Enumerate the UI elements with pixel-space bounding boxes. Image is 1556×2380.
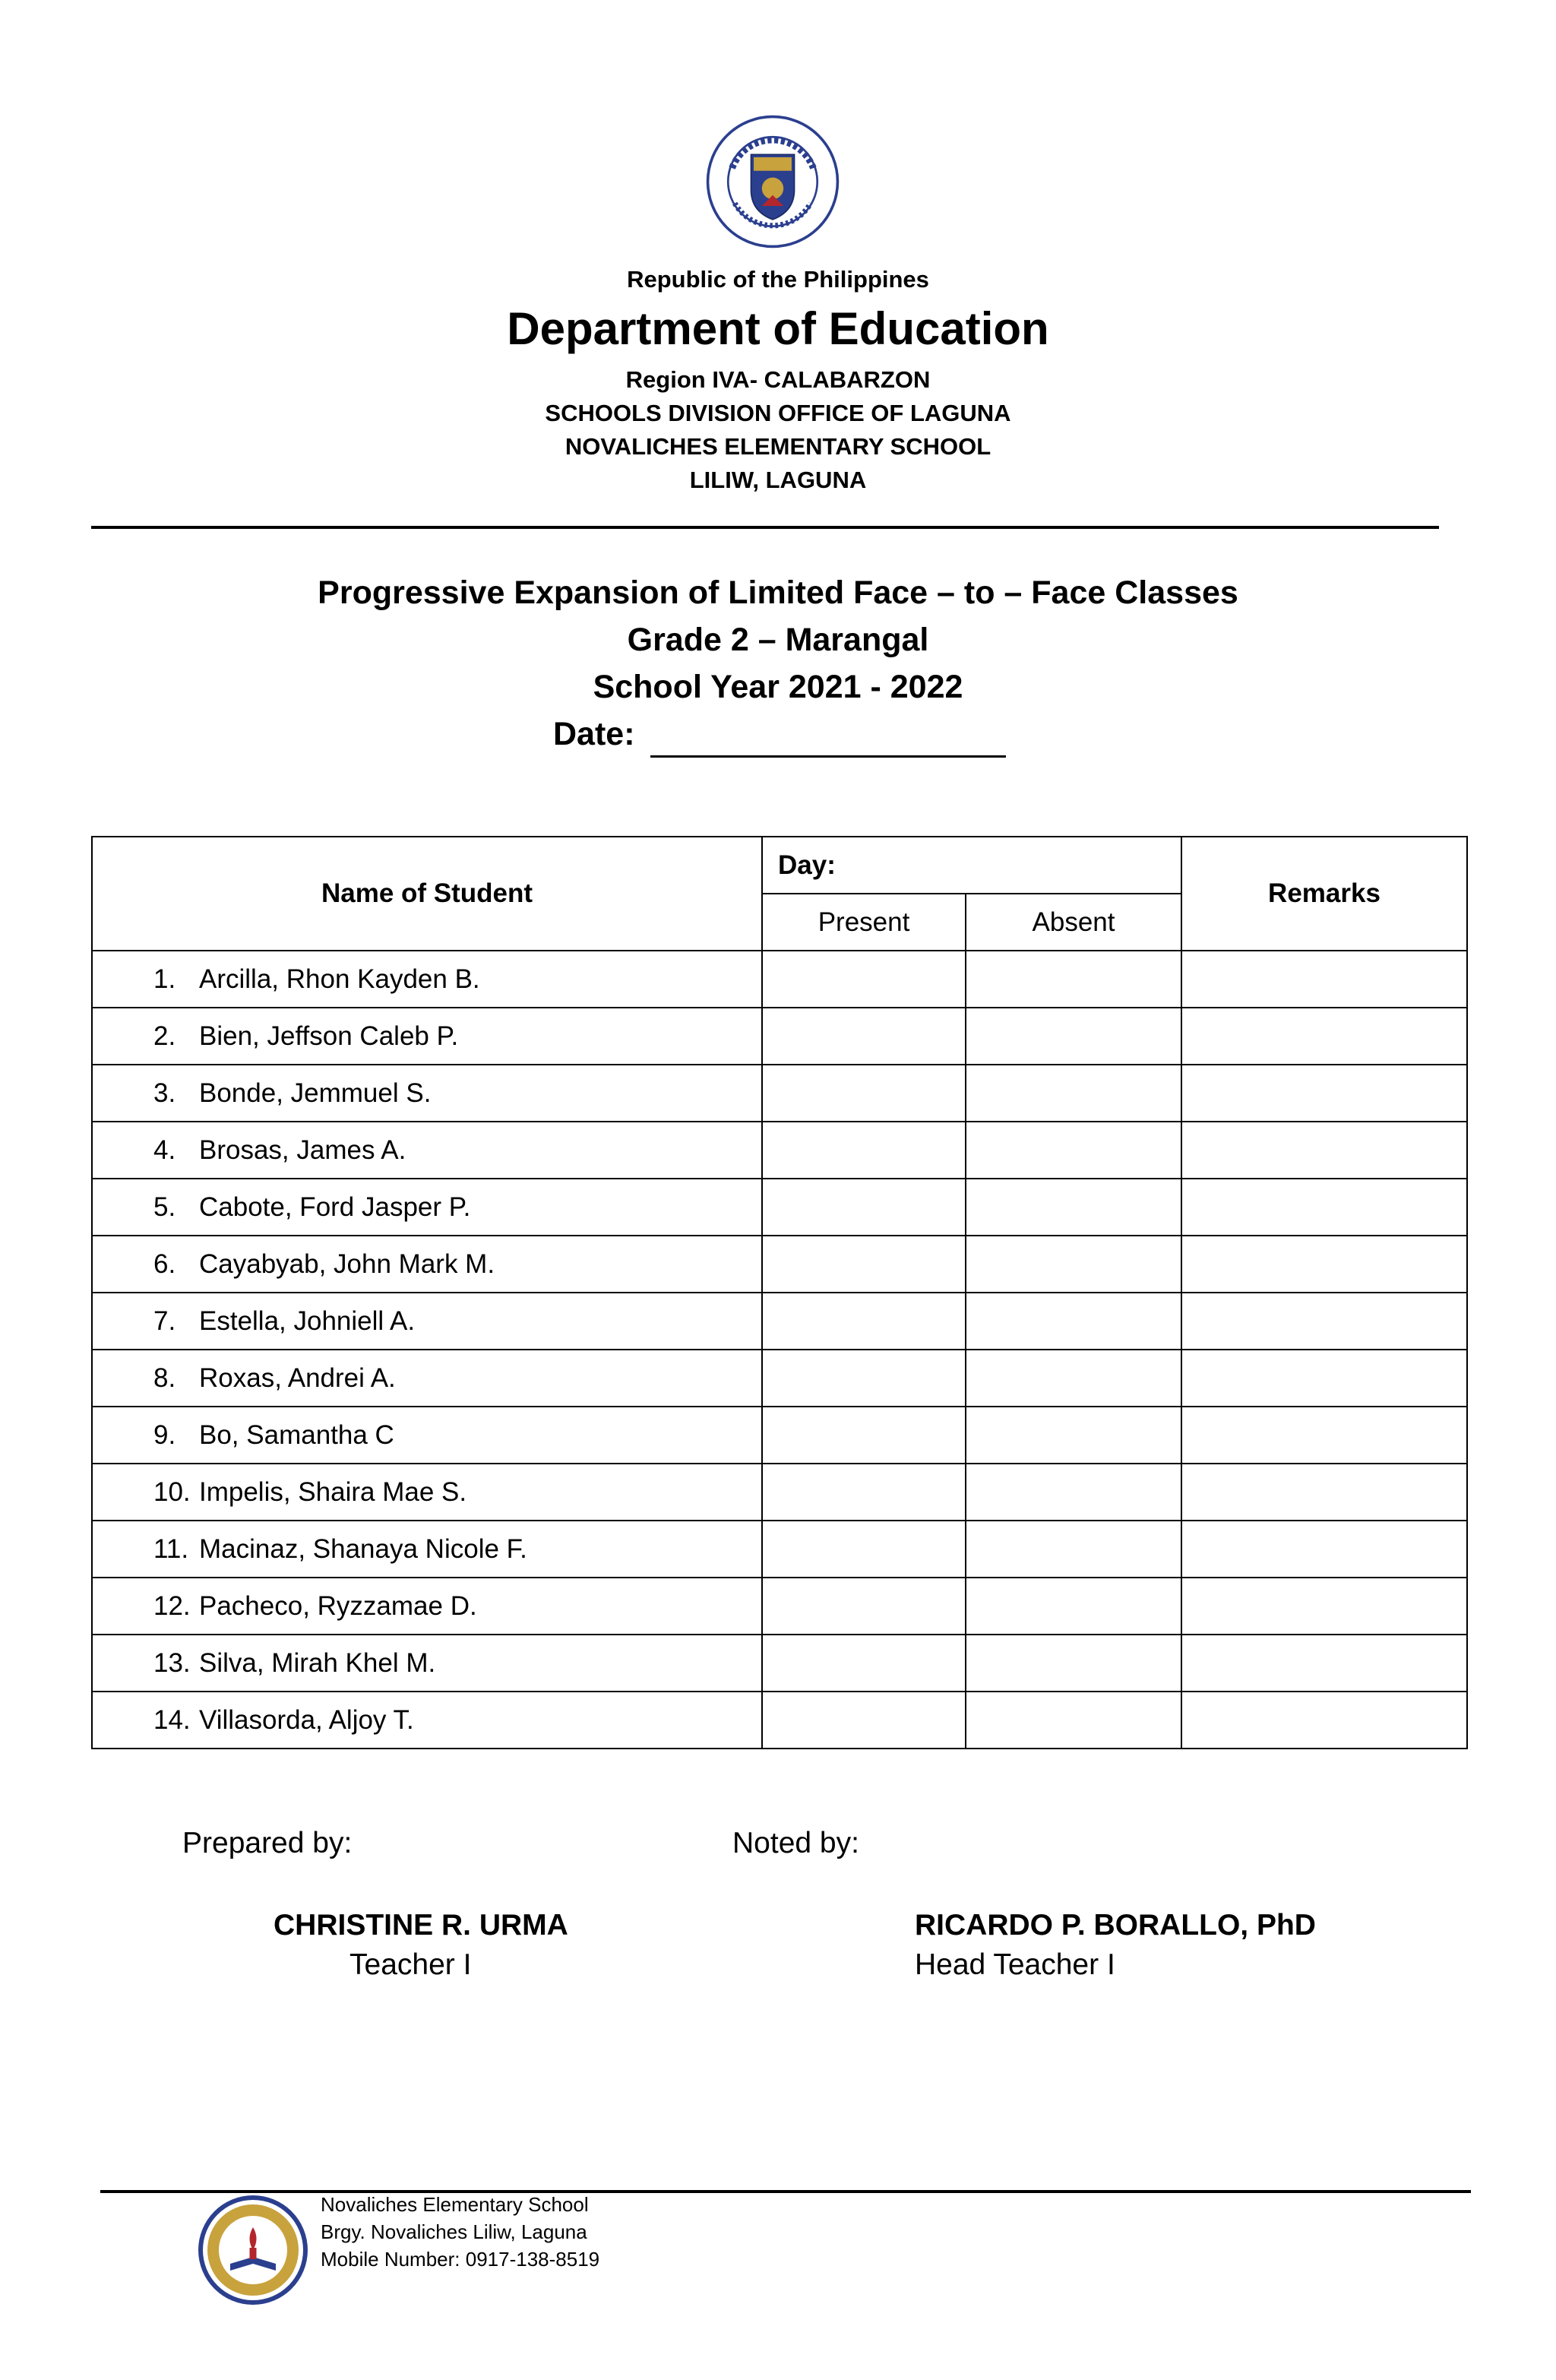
remarks-cell[interactable] <box>1181 1008 1467 1065</box>
absent-cell[interactable] <box>966 1008 1181 1065</box>
region-label: Region IVA- CALABARZON <box>625 366 931 393</box>
header-absent: Absent <box>966 894 1181 951</box>
student-name: Bo, Samantha C <box>199 1419 394 1450</box>
student-number: 1. <box>153 964 176 994</box>
present-cell[interactable] <box>762 1407 966 1464</box>
student-number: 14. <box>153 1704 191 1735</box>
remarks-cell[interactable] <box>1181 1407 1467 1464</box>
remarks-cell[interactable] <box>1181 1521 1467 1578</box>
table-row <box>92 1635 1467 1692</box>
absent-cell[interactable] <box>966 1692 1181 1749</box>
remarks-cell[interactable] <box>1181 1692 1467 1749</box>
noted-by-name: RICARDO P. BORALLO, PhD <box>915 1909 1316 1942</box>
absent-cell[interactable] <box>966 1236 1181 1293</box>
country-label: Republic of the Philippines <box>627 266 929 293</box>
student-number: 6. <box>153 1249 176 1279</box>
student-name: Impelis, Shaira Mae S. <box>199 1476 467 1507</box>
table-row <box>92 1578 1467 1635</box>
student-number: 5. <box>153 1192 176 1222</box>
absent-cell[interactable] <box>966 1635 1181 1692</box>
remarks-cell[interactable] <box>1181 1179 1467 1236</box>
present-cell[interactable] <box>762 1293 966 1350</box>
remarks-cell[interactable] <box>1181 1635 1467 1692</box>
header-name-of-student: Name of Student <box>92 837 762 951</box>
remarks-cell[interactable] <box>1181 1350 1467 1407</box>
present-cell[interactable] <box>762 1635 966 1692</box>
student-name-cell <box>92 1008 762 1065</box>
table-row <box>92 1122 1467 1179</box>
footer-address: Brgy. Novaliches Liliw, Laguna <box>321 2220 587 2243</box>
student-name: Roxas, Andrei A. <box>199 1362 396 1393</box>
table-row <box>92 1407 1467 1464</box>
absent-cell[interactable] <box>966 1179 1181 1236</box>
school-year-title: School Year 2021 - 2022 <box>593 669 963 705</box>
present-cell[interactable] <box>762 1008 966 1065</box>
footer-school-name: Novaliches Elementary School <box>321 2193 589 2216</box>
remarks-cell[interactable] <box>1181 1236 1467 1293</box>
absent-cell[interactable] <box>966 1065 1181 1122</box>
student-name-cell <box>92 1293 762 1350</box>
attendance-table <box>91 836 1468 1749</box>
table-row <box>92 1293 1467 1350</box>
student-name-cell <box>92 1407 762 1464</box>
student-number: 7. <box>153 1306 176 1336</box>
present-cell[interactable] <box>762 951 966 1008</box>
table-row <box>92 1179 1467 1236</box>
remarks-cell[interactable] <box>1181 1293 1467 1350</box>
student-name: Brosas, James A. <box>199 1135 406 1165</box>
department-title: Department of Education <box>507 303 1049 354</box>
prepared-by-name: CHRISTINE R. URMA <box>274 1909 568 1942</box>
student-name: Estella, Johniell A. <box>199 1306 416 1336</box>
student-name: Arcilla, Rhon Kayden B. <box>199 964 480 994</box>
absent-cell[interactable] <box>966 1407 1181 1464</box>
absent-cell[interactable] <box>966 951 1181 1008</box>
table-row <box>92 951 1467 1008</box>
present-cell[interactable] <box>762 1065 966 1122</box>
noted-by-title: Head Teacher I <box>915 1948 1115 1981</box>
present-cell[interactable] <box>762 1578 966 1635</box>
student-number: 13. <box>153 1647 191 1678</box>
student-name: Bonde, Jemmuel S. <box>199 1078 432 1108</box>
present-cell[interactable] <box>762 1521 966 1578</box>
student-name-cell <box>92 1521 762 1578</box>
table-row <box>92 1521 1467 1578</box>
present-cell[interactable] <box>762 1122 966 1179</box>
table-row <box>92 1236 1467 1293</box>
present-cell[interactable] <box>762 1350 966 1407</box>
student-number: 8. <box>153 1362 176 1393</box>
school-seal-icon <box>196 2193 310 2307</box>
student-name: Villasorda, Aljoy T. <box>199 1704 414 1735</box>
present-cell[interactable] <box>762 1464 966 1521</box>
student-name-cell <box>92 1122 762 1179</box>
present-cell[interactable] <box>762 1236 966 1293</box>
program-title: Progressive Expansion of Limited Face – to – Face Classes <box>318 574 1238 611</box>
student-name-cell <box>92 1179 762 1236</box>
student-name-cell <box>92 951 762 1008</box>
absent-cell[interactable] <box>966 1464 1181 1521</box>
absent-cell[interactable] <box>966 1350 1181 1407</box>
school-label: NOVALICHES ELEMENTARY SCHOOL <box>565 433 991 460</box>
table-row <box>92 1008 1467 1065</box>
student-number: 2. <box>153 1021 176 1051</box>
student-number: 4. <box>153 1135 176 1165</box>
student-name-cell <box>92 1464 762 1521</box>
student-name: Cabote, Ford Jasper P. <box>199 1192 471 1222</box>
header-remarks: Remarks <box>1181 837 1467 951</box>
deped-seal-icon <box>705 114 840 249</box>
table-row <box>92 1692 1467 1749</box>
student-name: Bien, Jeffson Caleb P. <box>199 1021 459 1051</box>
absent-cell[interactable] <box>966 1521 1181 1578</box>
table-row <box>92 1350 1467 1407</box>
student-number: 9. <box>153 1419 176 1450</box>
table-row <box>92 1464 1467 1521</box>
student-number: 10. <box>153 1476 191 1507</box>
header-day: Day: <box>762 837 1181 894</box>
student-name: Cayabyab, John Mark M. <box>199 1249 495 1279</box>
location-label: LILIW, LAGUNA <box>689 467 867 493</box>
student-name-cell <box>92 1236 762 1293</box>
student-name-cell <box>92 1578 762 1635</box>
absent-cell[interactable] <box>966 1293 1181 1350</box>
footer-mobile: Mobile Number: 0917-138-8519 <box>321 2248 600 2271</box>
student-name-cell <box>92 1692 762 1749</box>
remarks-cell[interactable] <box>1181 1065 1467 1122</box>
header-present: Present <box>762 894 966 951</box>
absent-cell[interactable] <box>966 1578 1181 1635</box>
header-divider <box>91 526 1439 529</box>
student-name-cell <box>92 1065 762 1122</box>
noted-by-label: Noted by: <box>732 1827 859 1859</box>
student-name: Pacheco, Ryzzamae D. <box>199 1590 477 1621</box>
absent-cell[interactable] <box>966 1122 1181 1179</box>
student-number: 12. <box>153 1590 191 1621</box>
student-name: Silva, Mirah Khel M. <box>199 1647 436 1678</box>
student-name: Macinaz, Shanaya Nicole F. <box>199 1533 527 1564</box>
student-name-cell <box>92 1350 762 1407</box>
student-number: 3. <box>153 1078 176 1108</box>
table-row <box>92 1065 1467 1122</box>
student-name-cell <box>92 1635 762 1692</box>
grade-section-title: Grade 2 – Marangal <box>627 622 929 658</box>
student-number: 11. <box>153 1533 189 1564</box>
date-label: Date: <box>553 716 635 752</box>
prepared-by-title: Teacher I <box>349 1948 472 1981</box>
remarks-cell[interactable] <box>1181 1122 1467 1179</box>
date-blank-line <box>650 755 1006 758</box>
remarks-cell[interactable] <box>1181 951 1467 1008</box>
present-cell[interactable] <box>762 1179 966 1236</box>
present-cell[interactable] <box>762 1692 966 1749</box>
division-label: SCHOOLS DIVISION OFFICE OF LAGUNA <box>545 400 1011 426</box>
remarks-cell[interactable] <box>1181 1464 1467 1521</box>
remarks-cell[interactable] <box>1181 1578 1467 1635</box>
prepared-by-label: Prepared by: <box>182 1827 353 1859</box>
